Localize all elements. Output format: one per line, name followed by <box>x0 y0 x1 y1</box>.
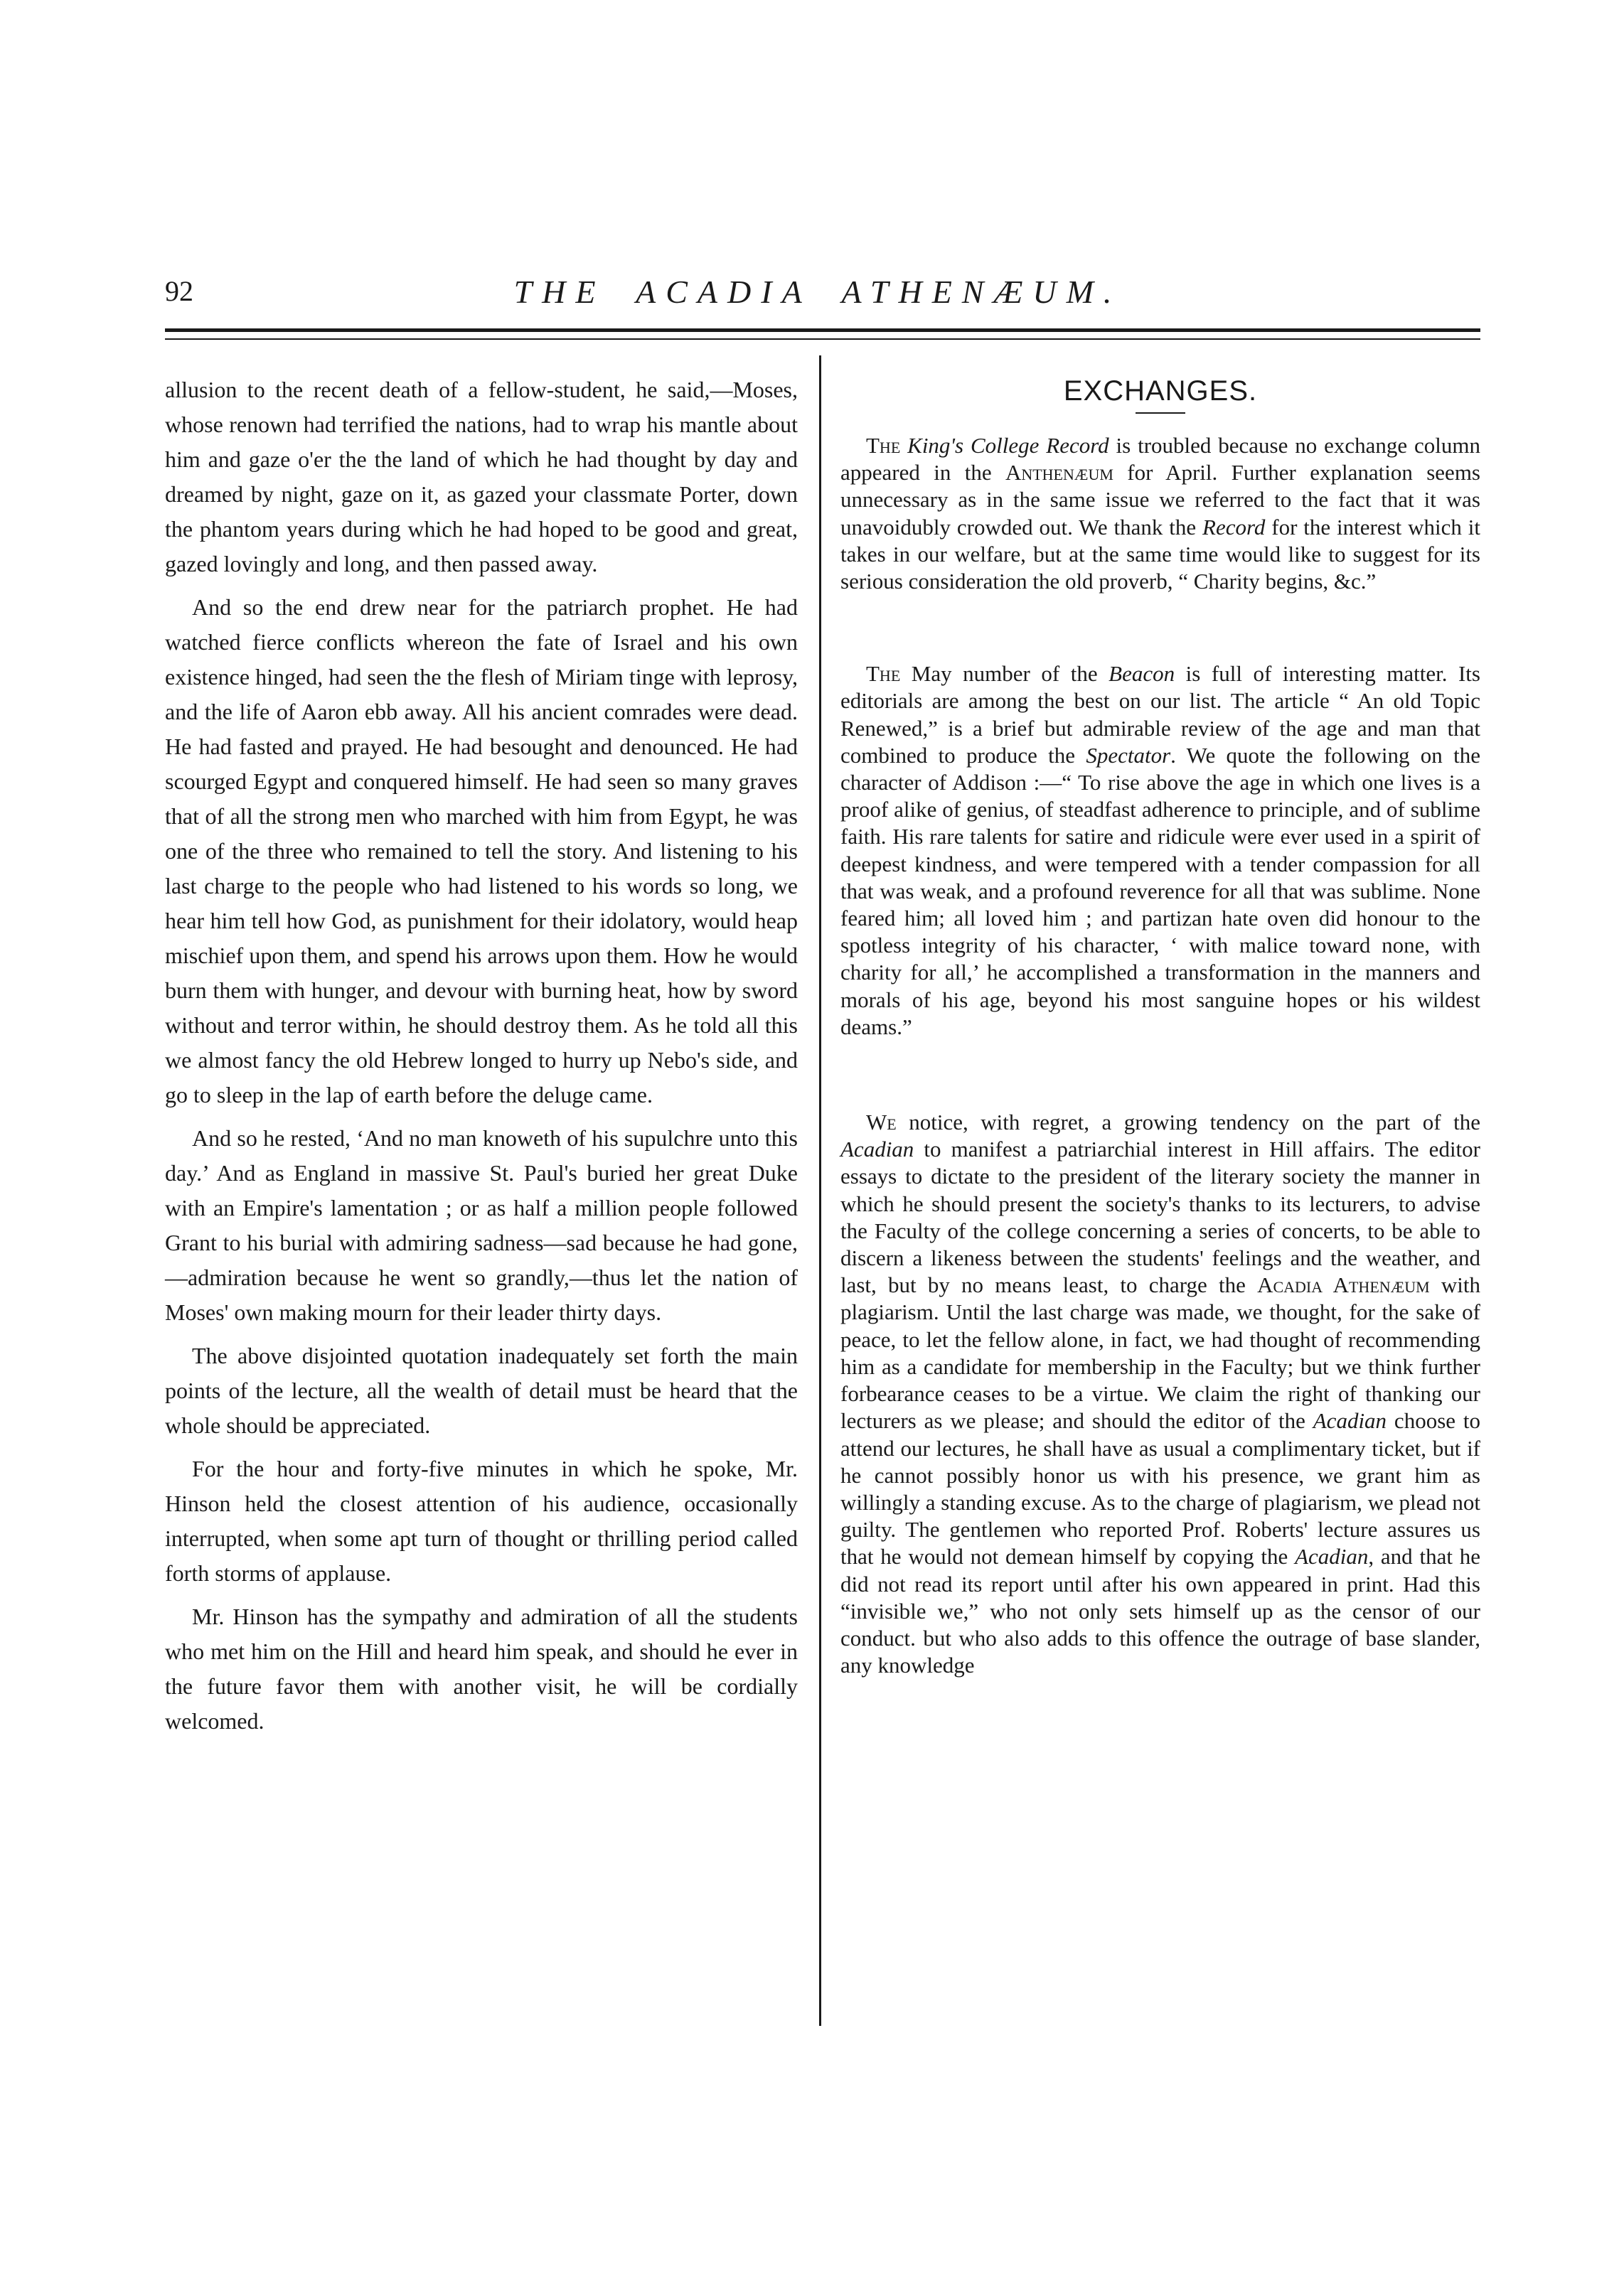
heading-underline <box>1136 412 1185 414</box>
publication-name: Acadia Athenæum <box>1257 1272 1430 1298</box>
left-column <box>165 372 798 1747</box>
text-run: May number of the <box>900 661 1109 687</box>
column-divider <box>819 355 821 2026</box>
text-run: , and that he did not read its report until after his own appeared in print. Had this “invisible we,” who not only sets himself up as the censor of our conduct. but who also adds to this offence the outrage of base slander, any knowledge <box>840 1544 1480 1678</box>
publication-title: Acadian <box>840 1137 914 1162</box>
text-run: is troubled because no exchange column appeared in the <box>840 433 1480 486</box>
publication-title: Acadian <box>1313 1408 1387 1434</box>
text-run: with plagiarism. Until the last charge was made, we thought, for the sake of peace, to let the fellow alone, in fact, we had thought of recommending him as a candidate for membership in the Faculty; but we think further forbearance ceases to be a virtue. We claim the right of thanking our lecturers as we please; and should the editor of the <box>840 1272 1480 1434</box>
publication-title: Acadian <box>1295 1544 1369 1570</box>
exchange-item-acadian <box>840 1109 1480 1679</box>
left-paragraph-4: The above disjointed quotation inadequately set forth the main points of the lecture, all the wealth of detail must be heard that the whole should be appreciated. <box>165 1343 798 1438</box>
text-run: for April. Further explanation seems unnecessary as in the same issue we referred to the fact that it was unavoidubly crowded out. We thank the <box>840 460 1480 540</box>
right-column <box>840 372 1480 1679</box>
header-rule-thin <box>165 338 1480 340</box>
left-paragraph-6: Mr. Hinson has the sympathy and admiration of all the students who met him on the Hill and heard him speak, and should he ever in the future favor them with another visit, he will be cordially welcomed. <box>165 1604 798 1734</box>
running-title: THE ACADIA ATHENÆUM. <box>513 274 1122 310</box>
lead-word: We <box>866 1110 897 1135</box>
text-run: notice, with regret, a growing tendency on the part of the <box>896 1110 1480 1135</box>
text-run: choose to attend our lectures, he shall have as usual a complimentary ticket, but if he cannot possibly honor us with his presence, we grant him as willingly a standing excuse. As to the charge of plagiarism, we plead not guilty. The gentlemen who reported Prof. Roberts' lecture assures us that he would not demean himself by copying the <box>840 1408 1480 1570</box>
left-paragraph-1: allusion to the recent death of a fellow-student, he said,—Moses, whose renown had terrified the nations, had to wrap his mantle about him and gaze o'er the the land of which he had thought by day and dreamed by night, gaze on it, as gazed your classmate Porter, down the phantom years during which he had hoped to be good and great, gazed lovingly and long, and then passed away. <box>165 377 798 576</box>
publication-title: Record <box>1202 514 1266 540</box>
publication-name: Anthenæum <box>1005 460 1113 486</box>
header-rule-thick <box>165 328 1480 332</box>
lead-word: The <box>866 433 901 458</box>
lead-word: The <box>866 661 901 687</box>
publication-title: Spectator <box>1086 742 1171 768</box>
text-run: . We quote the following on the character of Addison :—“ To rise above the age in which one lives is a proof alike of genius, of steadfast adherence to principle, and of sublime faith. His rare talents for satire and ridicule were ever used in a spirit of deepest kindness, and were tempered with a tender compassion for all that was weak, and a profound reverence for all that was sublime. None feared him; all loved him ; and partizan hate oven did honour to the spotless integrity of his character, ‘ with malice toward none, with charity for all,’ he accomplished a transformation in the manners and morals of his age, beyond his most sanguine hopes or his wildest deams.” <box>840 742 1480 1039</box>
publication-title: King's College Record <box>907 433 1109 458</box>
exchange-item-kings-college-record <box>840 432 1480 595</box>
publication-title: Beacon <box>1109 661 1175 687</box>
text-run: to manifest a patriarchial interest in Hill affairs. The editor essays to dictate to the president of the literary society the manner in which he should present the society's thanks to its lecturers, to advise the Faculty of the college concerning a series of concerts, to be able to discern a likeness between the students' feelings and the weather, and last, but by no means least, to charge the <box>840 1137 1480 1298</box>
text-run: for the interest which it takes in our welfare, but at the same time would like to suggest for its serious consideration the old proverb, “ Charity begins, &c.” <box>840 514 1481 594</box>
text-run <box>900 433 907 458</box>
text-run: is full of interesting matter. Its editorials are among the best on our list. The article “ An old Topic Renewed,” is a brief but admirable review of the age and man that combined to produce the <box>840 661 1480 768</box>
left-paragraph-2: And so the end drew near for the patriarch prophet. He had watched fierce conflicts whereon the fate of Israel and his own existence hinged, had seen the the flesh of Miriam tinge with leprosy, and the life of Aaron ebb away. All his ancient comrades were dead. He had fasted and prayed. He had besought and denounced. He had scourged Egypt and conquered himself. He had seen so many graves that of all the strong men who marched with him from Egypt, he was one of the three who remained to tell the story. And listening to his last charge to the people who had listened to his words so long, we hear him tell how God, as punishment for their idolatory, would heap mischief upon them, and spend his arrows upon them. How he would burn them with hunger, and devour with burning heat, how by sword without and terror within, he should destroy them. As he told all this we almost fancy the old Hebrew longed to hurry up Nebo's side, and go to sleep in the lap of earth before the deluge came. <box>165 594 798 1107</box>
left-paragraph-5: For the hour and forty-five minutes in which he spoke, Mr. Hinson held the closest attention of his audience, occasionally interrupted, when some apt turn of thought or thrilling period called forth storms of applause. <box>165 1456 798 1586</box>
exchange-item-beacon <box>840 660 1480 1041</box>
page-number: 92 <box>165 275 193 307</box>
left-paragraph-3: And so he rested, ‘And no man knoweth of his supulchre unto this day.’ And as England in massive St. Paul's buried her great Duke with an Empire's lamentation ; or as half a million people followed Grant to his burial with admiring sadness—sad because he had gone,—admiration because he went so grandly,—thus let the nation of Moses' own making mourn for their leader thirty days. <box>165 1125 798 1325</box>
section-heading-exchanges: EXCHANGES. <box>1063 375 1258 407</box>
